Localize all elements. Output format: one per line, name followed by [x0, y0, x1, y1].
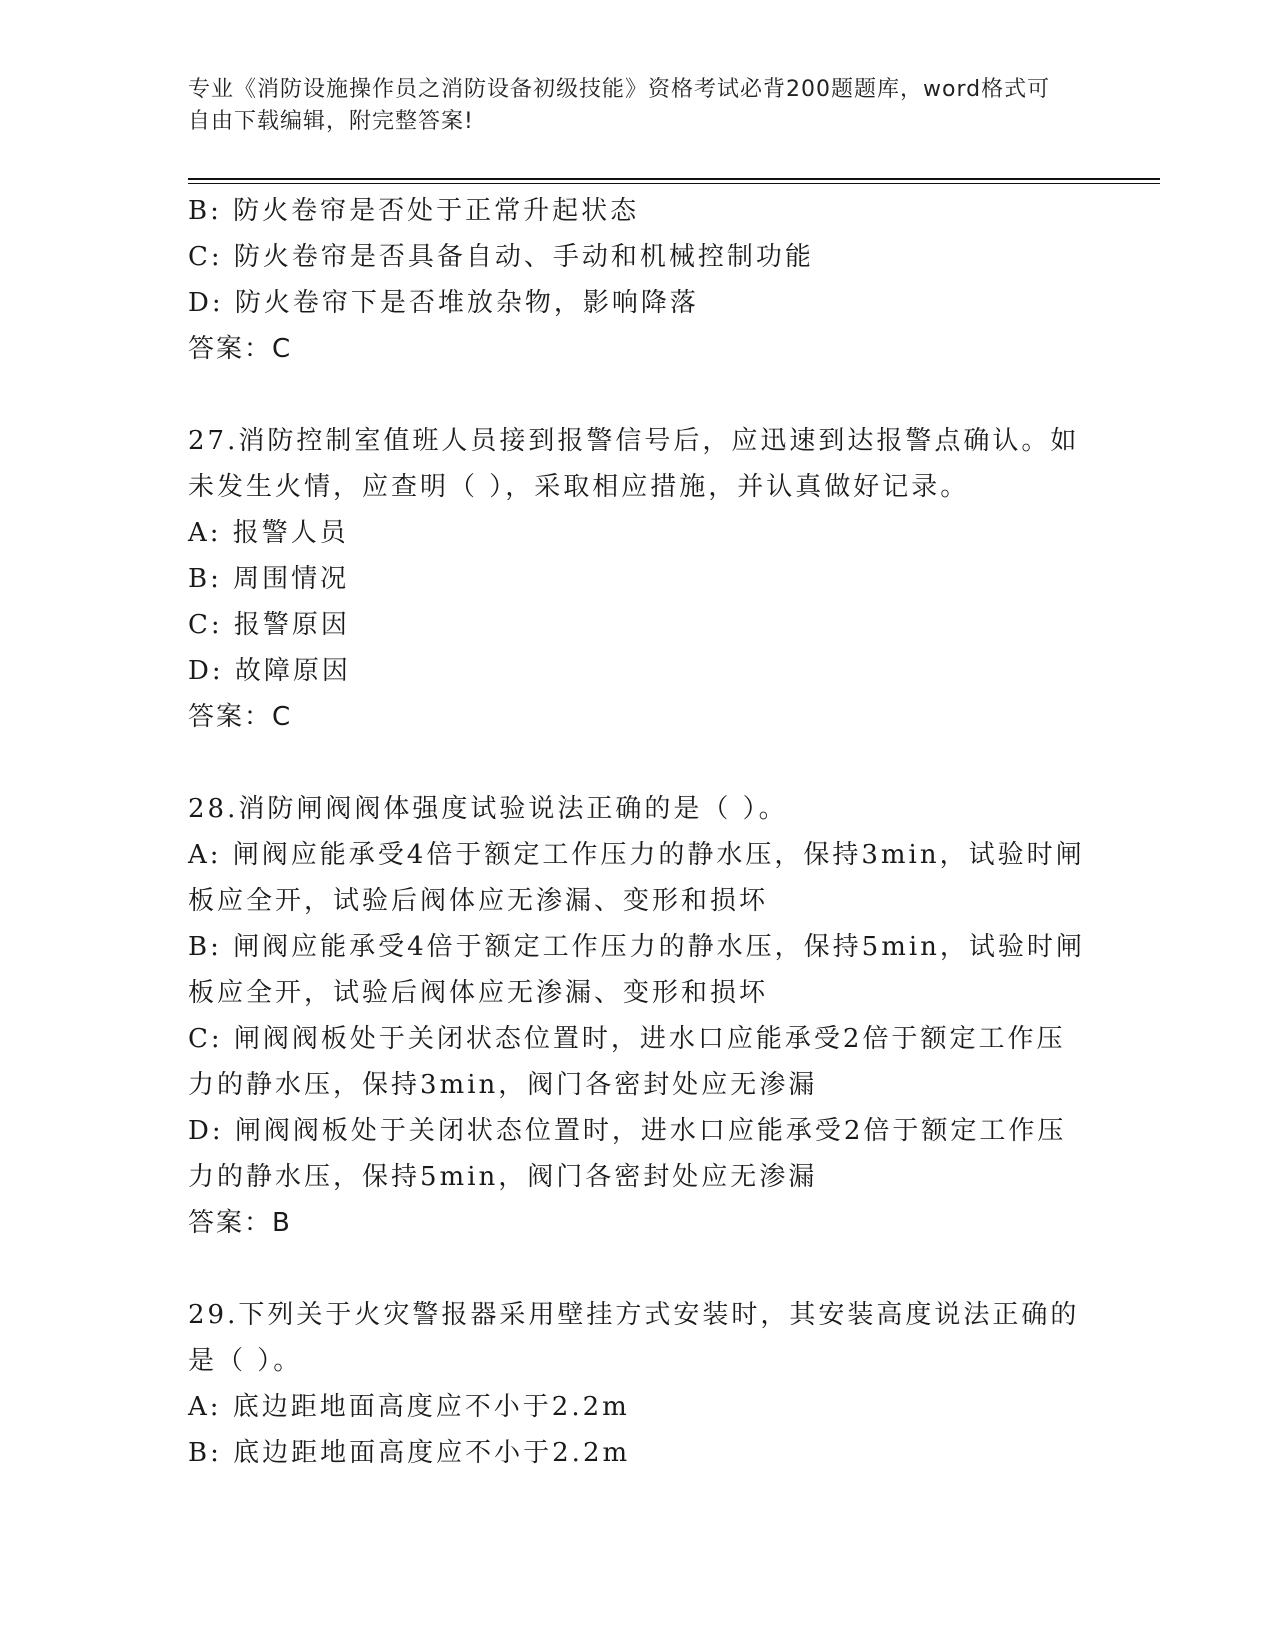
option-b: B: 周围情况 [188, 564, 350, 594]
option-b: B: 闸阀应能承受4倍于额定工作压力的静水压，保持5min，试验时闸板应全开，试验后阀体应无渗漏、变形和损坏 [188, 932, 1085, 1008]
question-27 [188, 418, 1088, 740]
option-d: D: 防火卷帘下是否堆放杂物，影响降落 [188, 288, 699, 318]
option-a: A: 闸阀应能承受4倍于额定工作压力的静水压，保持3min，试验时闸板应全开，试验后阀体应无渗漏、变形和损坏 [188, 840, 1085, 916]
option-d: D: 故障原因 [188, 656, 351, 686]
document-header: 专业《消防设施操作员之消防设备初级技能》资格考试必背200题题库，word格式可自由下载编辑，附完整答案! [188, 77, 1051, 134]
answer-line: 答案：C [188, 702, 293, 732]
option-a: A: 报警人员 [188, 518, 349, 548]
question-stem: 27.消防控制室值班人员接到报警信号后，应迅速到达报警点确认。如未发生火情，应查明（ ），采取相应措施，并认真做好记录。 [188, 426, 1080, 502]
question-stem: 28.消防闸阀阀体强度试验说法正确的是（ ）。 [188, 794, 788, 824]
question-28 [188, 786, 1088, 1246]
answer-line: 答案：C [188, 334, 293, 364]
question-stem: 29.下列关于火灾警报器采用壁挂方式安装时，其安装高度说法正确的是（ ）。 [188, 1300, 1080, 1376]
question-29 [188, 1292, 1088, 1476]
option-d: D: 闸阀阀板处于关闭状态位置时，进水口应能承受2倍于额定工作压力的静水压，保持5min，阀门各密封处应无渗漏 [188, 1116, 1067, 1192]
question-list [188, 188, 1088, 1476]
question-26-partial [188, 188, 1088, 372]
header-divider-bottom [188, 183, 1160, 184]
option-b: B: 防火卷帘是否处于正常升起状态 [188, 196, 640, 226]
option-b: B: 底边距地面高度应不小于2.2m [188, 1438, 631, 1468]
option-c: C: 报警原因 [188, 610, 350, 640]
option-c: C: 防火卷帘是否具备自动、手动和机械控制功能 [188, 242, 814, 272]
option-a: A: 底边距地面高度应不小于2.2m [188, 1392, 630, 1422]
answer-line: 答案：B [188, 1208, 292, 1238]
header-divider-top [188, 178, 1160, 180]
option-c: C: 闸阀阀板处于关闭状态位置时，进水口应能承受2倍于额定工作压力的静水压，保持3min，阀门各密封处应无渗漏 [188, 1024, 1066, 1100]
